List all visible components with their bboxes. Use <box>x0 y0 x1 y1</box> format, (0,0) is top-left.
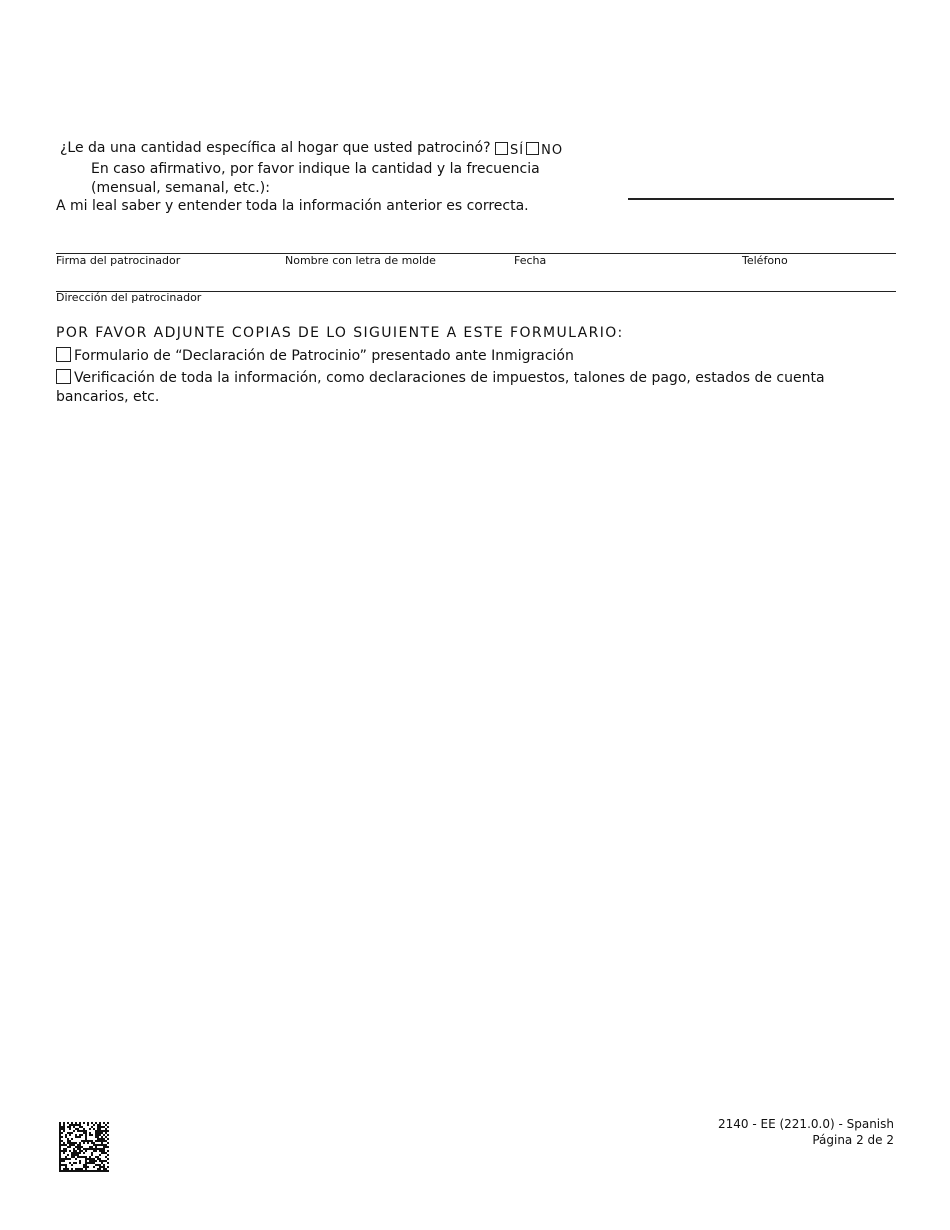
attachment-checkbox[interactable] <box>56 347 71 362</box>
support-question: ¿Le da una cantidad específica al hogar que usted patrocinó? <box>60 140 491 156</box>
yes-checkbox[interactable] <box>495 142 508 155</box>
printed-name-label: Nombre con letra de molde <box>285 254 436 267</box>
sponsor-signature-label: Firma del patrocinador <box>56 254 181 267</box>
attachment-checkbox[interactable] <box>56 369 71 384</box>
form-id: 2140 - EE (221.0.0) - Spanish <box>718 1117 894 1131</box>
amount-frequency-field[interactable] <box>628 198 894 200</box>
date-label: Fecha <box>514 254 547 267</box>
if-yes-instructions: En caso afirmativo, por favor indique la cantidad y la frecuencia (mensual, semanal, etc.): <box>91 161 540 196</box>
attachments-heading: POR FAVOR ADJUNTE COPIAS DE LO SIGUIENTE A ESTE FORMULARIO: <box>56 325 624 341</box>
sponsor-address-label: Dirección del patrocinador <box>56 291 202 304</box>
attachment-label: Formulario de “Declaración de Patrocinio” presentado ante Inmigración <box>74 348 574 364</box>
no-label: NO <box>541 143 564 158</box>
yes-no-group <box>495 142 565 158</box>
barcode-icon <box>59 1122 109 1172</box>
yes-label: SÍ <box>510 143 525 158</box>
no-checkbox[interactable] <box>526 142 539 155</box>
phone-label: Teléfono <box>742 254 788 267</box>
attachment-item <box>56 369 896 407</box>
attachment-item <box>56 347 574 364</box>
certification-statement: A mi leal saber y entender toda la información anterior es correcta. <box>56 198 529 214</box>
attachment-label: Verificación de toda la información, como declaraciones de impuestos, talones de pago, estados de cuenta bancarios, etc. <box>56 370 825 405</box>
page-number: Página 2 de 2 <box>812 1133 894 1147</box>
page-footer <box>718 1116 894 1148</box>
